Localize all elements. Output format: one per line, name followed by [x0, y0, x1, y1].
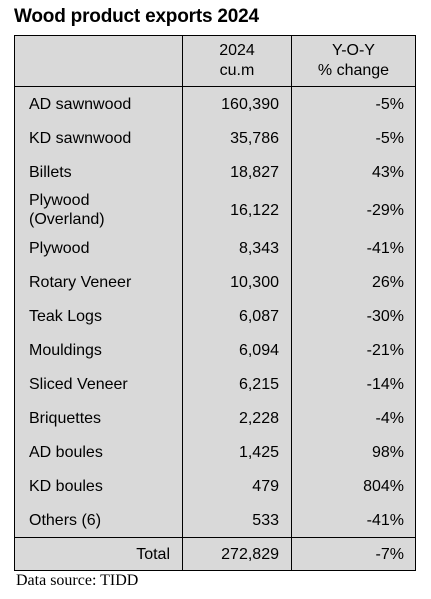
table-total-row: [15, 537, 415, 570]
change-value: -5%: [375, 95, 404, 113]
total-label: Total: [15, 537, 183, 570]
volume-value: 8,343: [183, 231, 292, 265]
table-row: [15, 299, 415, 333]
table-row: [15, 189, 415, 231]
change-value: -4%: [375, 409, 404, 427]
product-name-line2: (Overland): [29, 211, 105, 228]
header-volume-year: 2024: [219, 42, 255, 59]
product-name: Billets: [15, 155, 183, 189]
table-row: [15, 435, 415, 469]
product-name: Others (6): [15, 503, 183, 537]
change-value: -14%: [366, 375, 404, 393]
volume-value: 10,300: [183, 265, 292, 299]
volume-value: 1,425: [183, 435, 292, 469]
data-source-note: Data source: TIDD: [16, 572, 139, 589]
table-row: [15, 469, 415, 503]
product-name: Briquettes: [15, 401, 183, 435]
header-volume: [183, 36, 292, 87]
product-name: Sliced Veneer: [15, 367, 183, 401]
product-name: KD boules: [15, 469, 183, 503]
volume-value: 533: [183, 503, 292, 537]
volume-value: 479: [183, 469, 292, 503]
change-value: -5%: [375, 129, 404, 147]
header-change: [292, 36, 415, 87]
product-name: AD sawnwood: [15, 87, 183, 121]
change-value: 98%: [371, 443, 404, 461]
table-row: [15, 333, 415, 367]
change-value: 43%: [371, 163, 404, 181]
table-row: [15, 503, 415, 537]
change-value: -21%: [366, 341, 404, 359]
volume-value: 6,215: [183, 367, 292, 401]
volume-value: 35,786: [183, 121, 292, 155]
total-change: -7%: [292, 537, 415, 570]
change-value: 804%: [363, 477, 404, 495]
table-header-row: [15, 36, 415, 87]
product-name: Mouldings: [15, 333, 183, 367]
header-volume-unit: cu.m: [219, 62, 255, 79]
header-product: [15, 36, 183, 87]
table-title: Wood product exports 2024: [14, 6, 259, 27]
volume-value: 6,094: [183, 333, 292, 367]
product-name: KD sawnwood: [15, 121, 183, 155]
table-row: [15, 265, 415, 299]
product-name: AD boules: [15, 435, 183, 469]
change-value: 26%: [371, 273, 404, 291]
table-row: [15, 231, 415, 265]
volume-value: 18,827: [183, 155, 292, 189]
product-name: Teak Logs: [15, 299, 183, 333]
product-name: Rotary Veneer: [15, 265, 183, 299]
volume-value: 160,390: [183, 87, 292, 121]
product-name: [15, 189, 183, 231]
change-value: -41%: [366, 239, 404, 257]
header-change-label: Y-O-Y: [332, 42, 375, 59]
exports-table: [14, 35, 416, 571]
volume-value: 6,087: [183, 299, 292, 333]
change-value: -41%: [366, 511, 404, 529]
table-row: [15, 401, 415, 435]
header-change-unit: % change: [317, 62, 390, 79]
table-row: [15, 367, 415, 401]
volume-value: 16,122: [183, 189, 292, 231]
volume-value: 2,228: [183, 401, 292, 435]
table-row: [15, 155, 415, 189]
table-row: [15, 121, 415, 155]
table-body: [15, 87, 415, 537]
product-name-line1: Plywood: [29, 192, 90, 209]
change-value: -30%: [366, 307, 404, 325]
table-row: [15, 87, 415, 121]
total-volume: 272,829: [183, 537, 292, 570]
product-name: Plywood: [15, 231, 183, 265]
change-value: -29%: [366, 201, 404, 219]
